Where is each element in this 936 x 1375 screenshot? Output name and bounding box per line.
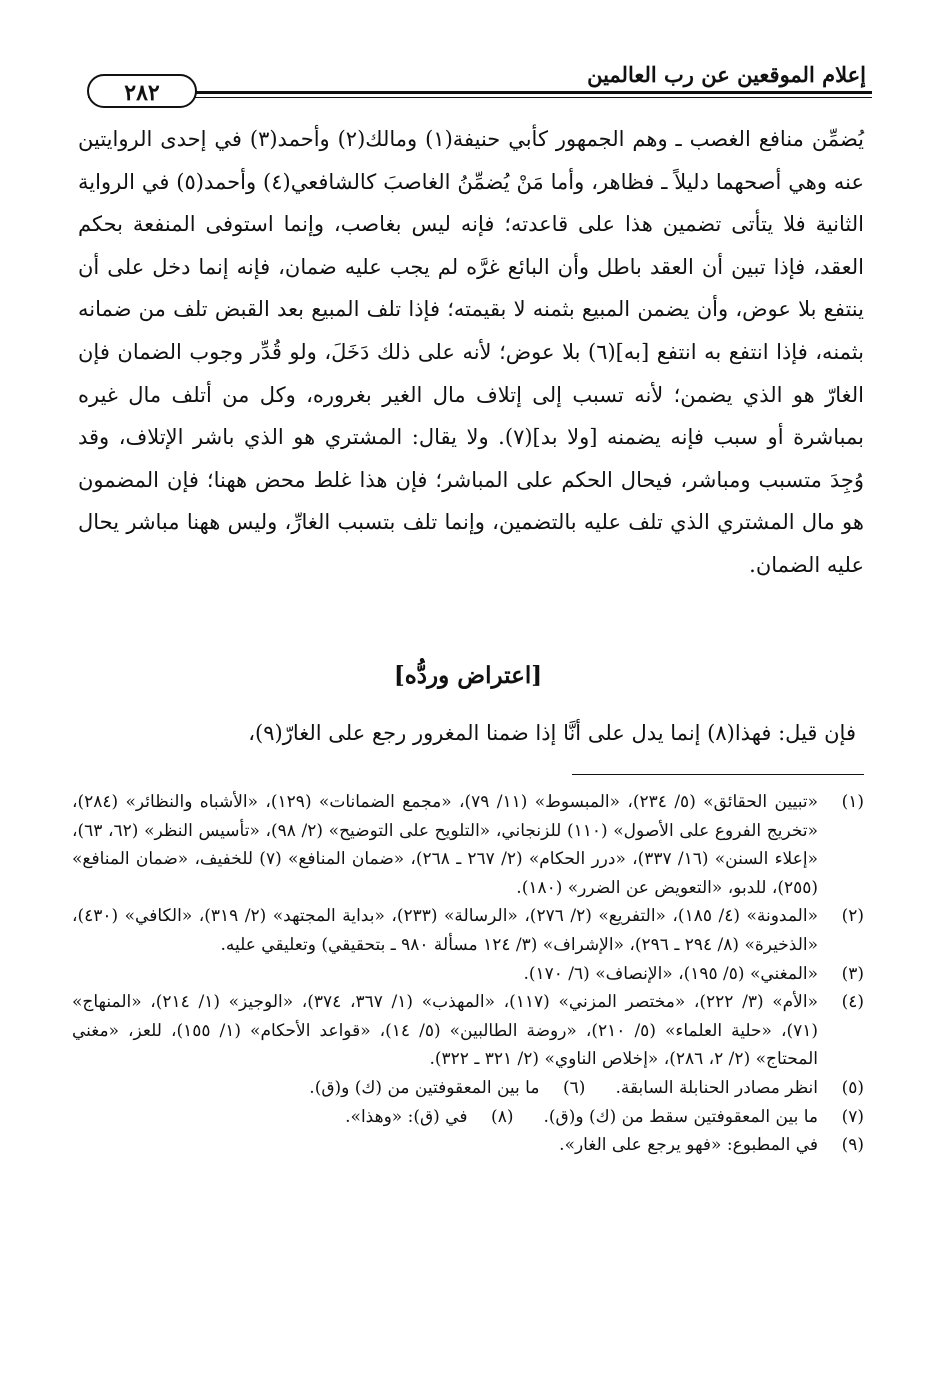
page-number: ٢٨٢ (87, 74, 197, 108)
footnote-row-7-8 (72, 1103, 864, 1132)
section-opening-line: فإن قيل: فهذا(٨) إنما يدل على أنَّا إذا ضمنا المغرور رجع على الغارّ(٩)، (248, 721, 856, 745)
footnote-number: (٦) (563, 1077, 586, 1098)
footnote-number: (٢) (841, 906, 864, 927)
footnote-number: (٨) (491, 1106, 514, 1127)
footnote-number: (٥) (841, 1077, 864, 1098)
footnote-number: (١) (841, 792, 864, 812)
footnote-number: (٤) (841, 992, 864, 1013)
footnote-text: ما بين المعقوفتين من (ك) و(ق). (309, 1077, 540, 1098)
footnote-text: «الأم» (٣/ ٢٢٢)، «مختصر المزني» (١١٧)، «المهذب» (١/ ٣٦٧، ٣٧٤)، «الوجيز» (١/ ٢١٤)، «المنهاج» (٧١)، «حلية العلماء» (٥/ ٢١٠)، «روضة الطالبين» (٥/ ١٤)، «قواعد الأحكام» (١/ ١٥٥)، للعز، «مغني المحتاج» (٢/ ٢، ٢٨٦)، «إخلاص الناوي» (٢/ ٣٢١ ـ ٣٢٢). (72, 992, 818, 1070)
footnote-7 (543, 1103, 864, 1132)
footnote-4 (72, 988, 864, 1074)
footnote-text: في (ق): «وهذا». (345, 1106, 468, 1127)
footnote-2 (72, 902, 864, 959)
footnote-number: (٣) (841, 963, 864, 984)
footnote-3 (72, 960, 864, 989)
footnote-5 (615, 1074, 864, 1103)
footnote-separator (572, 774, 864, 775)
footnote-text: «المدونة» (٤/ ١٨٥)، «التفريع» (٢/ ٢٧٦)، «الرسالة» (٢٣٣)، «بداية المجتهد» (٢/ ٣١٩)، «الكافي» (٤٣٠)، «الذخيرة» (٨/ ٢٩٤ ـ ٢٩٦)، «الإشراف» (٣/ ١٢٤ مسألة ٩٨٠ ـ بتحقيقي) وتعليقي عليه. (72, 906, 818, 955)
footnote-row-5-6 (72, 1074, 864, 1103)
footnote-text: في المطبوع: «فهو يرجع على الغار». (559, 1135, 818, 1156)
footnote-9 (72, 1131, 864, 1160)
running-header-title: إعلام الموقعين عن رب العالمين (587, 62, 866, 87)
footnote-1 (72, 788, 864, 902)
body-paragraph: يُضمِّن منافع الغصب ـ وهم الجمهور كأبي حنيفة(١) ومالك(٢) وأحمد(٣) في إحدى الروايتين عنه وهي أصحهما دليلاً ـ فظاهر، وأما مَنْ يُضمِّنُ الغاصبَ كالشافعي(٤) وأحمد(٥) في الرواية الثانية فلا يتأتى تضمين هذا على قاعدته؛ فإنه ليس بغاصب، وإنما استوفى المنفعة بحكم العقد، فإذا تبين أن العقد باطل وأن البائع غرَّه لم يجب عليه ضمان، فإنه إنما دخل على أن ينتفع بلا عوض، وأن يضمن المبيع بثمنه لا بقيمته؛ فإذا تلف المبيع بعد القبض تلف من ضمانه بثمنه، فإذا انتفع به انتفع [به](٦) بلا عوض؛ لأنه على ذلك دَخَلَ، ولو قُدِّر وجوب الضمان فإن الغارّ هو الذي يضمن؛ لأنه تسبب إلى إتلاف مال الغير بغروره، وكل من أتلف مال غيره بمباشرة أو سبب فإنه يضمنه [ولا بد](٧). ولا يقال: المشتري هو الذي باشر الإتلاف، وقد وُجِدَ متسبب ومباشر، فيحال الحكم على المباشر؛ فإن هذا غلط محض ههنا؛ فإن المضمون هو مال المشتري الذي تلف عليه بالتضمين، وإنما تلف بتسبب الغارِّ، وليس ههنا مباشر يحال عليه الضمان. (78, 127, 864, 577)
header-rule-thin (88, 97, 872, 98)
footnote-8 (345, 1103, 513, 1132)
footnote-text: «المغني» (٥/ ١٩٥)، «الإنصاف» (٦/ ١٧٠). (523, 963, 818, 984)
main-text (78, 118, 864, 587)
footnote-text: انظر مصادر الحنابلة السابقة. (615, 1077, 818, 1098)
footnote-text: «تبيين الحقائق» (٥/ ٢٣٤)، «المبسوط» (١١/ ٧٩)، «مجمع الضمانات» (١٢٩)، «الأشباه والنظائر» (٢٨٤)، «تخريج الفروع على الأصول» (١١٠) للزنجاني، «التلويح على التوضيح» (٢/ ٩٨)، «تأسيس النظر» (٦٢، ٦٣)، «إعلاء السنن» (١٦/ ٣٣٧)، «درر الحكام» (٢/ ٢٦٧ ـ ٢٦٨)، «ضمان المنافع» (٧) للخفيف، «ضمان المنافع» (٢٥٥)، للدبو، «التعويض عن الضرر» (١٨٠). (72, 792, 818, 898)
footnote-number: (٩) (841, 1135, 864, 1156)
footnote-text: ما بين المعقوفتين سقط من (ك) و(ق). (543, 1106, 818, 1127)
footnote-6 (309, 1074, 585, 1103)
footnote-number: (٧) (841, 1106, 864, 1127)
section-heading: [اعتراض وردُّه] (393, 662, 543, 689)
header-rule (88, 91, 872, 94)
footnotes (72, 788, 864, 1160)
